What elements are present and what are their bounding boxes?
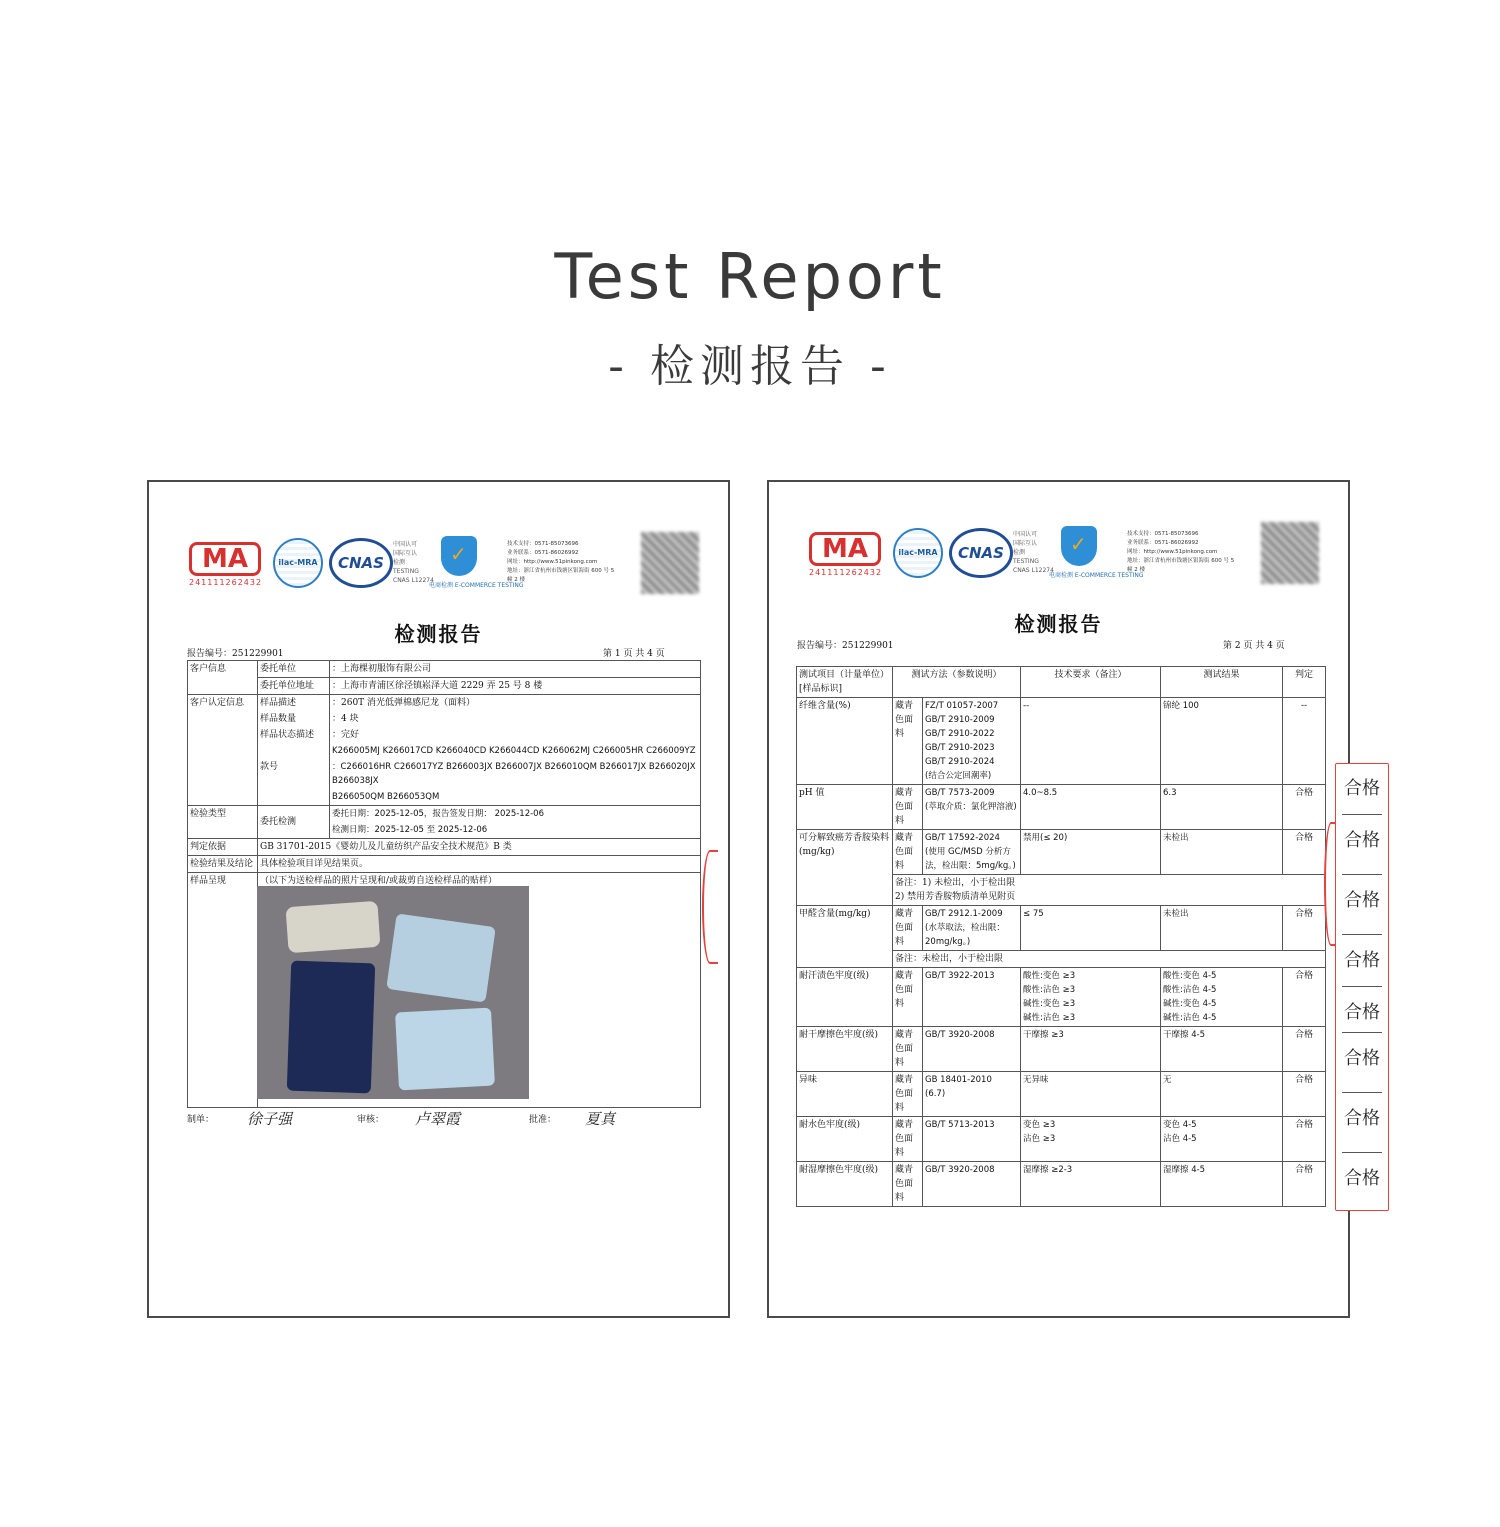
doc-title: 检测报告 (1014, 612, 1103, 636)
qr-code (1261, 522, 1319, 584)
verdict-cell: 合格 (1283, 906, 1326, 951)
col-requirement: 技术要求（备注） (1021, 667, 1161, 698)
col-result: 测试结果 (1161, 667, 1283, 698)
item-cell: 耐干摩擦色牢度(级) (797, 1027, 893, 1072)
sample-tag-cell: 藏青色面料 (893, 698, 923, 785)
cert-logos (189, 532, 699, 602)
shield-label: 电商检测 E-COMMERCE TESTING (429, 582, 524, 589)
reviewer-signature: 卢翠霞 (415, 1110, 461, 1128)
method-cell: GB/T 3922-2013 (923, 968, 1021, 1027)
note-cell: 备注：1) 未检出，小于检出限 2) 禁用芳香胺物质清单见附页 (893, 875, 1326, 906)
ma-logo: MA 241111262432 (189, 544, 263, 587)
contact-info: 技术支持：0571-85073696 业务联系：0571-86026992 网址：http://www.51pinkong.com 地址：浙江省杭州市钱塘区银海街 600 号 5 幢 2 楼 (1127, 531, 1235, 573)
shield-icon (1061, 526, 1097, 566)
requirement-cell: 禁用(≤ 20) (1021, 830, 1161, 875)
qr-code (641, 532, 699, 594)
results-table (796, 666, 1326, 1207)
item-cell: 甲醛含量(mg/kg) (797, 906, 893, 951)
page-number: 第 1 页 共 4 页 (603, 649, 665, 659)
pass-label: 合格 (1344, 950, 1380, 971)
divider (1342, 934, 1382, 935)
cnas-logo: CNAS (949, 528, 1013, 578)
note-row (797, 875, 1326, 906)
verdict-cell: 合格 (1283, 830, 1326, 875)
fabric-navy (287, 961, 375, 1094)
pass-label-strip (1335, 763, 1389, 1211)
page-title: Test Report (554, 240, 946, 313)
result-cell: 锦纶 100 (1161, 698, 1283, 785)
result-row (797, 1162, 1326, 1207)
requirement-cell: 湿摩擦 ≥2-3 (1021, 1162, 1161, 1207)
divider (1342, 986, 1382, 987)
shield-icon (441, 536, 477, 576)
sample-tag-cell: 藏青色面料 (893, 1072, 923, 1117)
requirement-cell: 酸性:变色 ≥3 酸性:沾色 ≥3 碱性:变色 ≥3 碱性:沾色 ≥3 (1021, 968, 1161, 1027)
ilac-logo: ilac-MRA (893, 528, 943, 578)
report-number: 报告编号：251229901 (187, 649, 284, 659)
pass-label: 合格 (1344, 1002, 1380, 1023)
maker-signature: 徐子强 (247, 1110, 293, 1128)
result-row (797, 830, 1326, 875)
col-verdict: 判定 (1283, 667, 1326, 698)
pass-label: 合格 (1344, 1168, 1380, 1189)
result-row (797, 698, 1326, 785)
pass-label: 合格 (1344, 1048, 1380, 1069)
method-cell: GB/T 3920-2008 (923, 1162, 1021, 1207)
info-table: 客户信息 委托单位 ：上海棵初服饰有限公司 委托单位地址 ：上海市青浦区徐泾镇崧泽大道 2229 弄 25 号 8 楼 客户认定信息 样品描述 ：260T 消光低弹棉感尼龙（面料） 样品数量 ：4 块 样品状态描述 ：完好 K266005MJ K266017CD K266040CD K266044CD K266062MJ C266005HR C266009YZ 款号 ：C266016HR C266017YZ B266003JX B266007JX B266010QM B266017JX B266020JX B266038JX B266050QM B266053QM 检验类型 委托检测 委托日期：2025-12-05，报告签发日期： 2025-12-06 检测日期：2025-12-05 至 2025-12-06 判定依据 GB 31701-2015《婴幼儿及儿童纺织产品安全技术规范》B 类 检验结果及结论 具体检验项目详见结果页。 样品呈现 （以下为送检样品的照片呈现和/或裁剪自送检样品的贴样） (187, 660, 701, 1108)
result-row (797, 906, 1326, 951)
page-number: 第 2 页 共 4 页 (1223, 641, 1285, 651)
item-cell: 异味 (797, 1072, 893, 1117)
result-row (797, 1117, 1326, 1162)
result-cell: 变色 4-5 沾色 4-5 (1161, 1117, 1283, 1162)
result-cell: 未检出 (1161, 906, 1283, 951)
divider (1342, 1152, 1382, 1153)
verdict-cell: 合格 (1283, 1072, 1326, 1117)
red-stamp-edge (702, 850, 718, 964)
col-item: 测试项目（计量单位）[样品标识] (797, 667, 893, 698)
report-page-1 (147, 480, 730, 1318)
result-cell: 干摩擦 4-5 (1161, 1027, 1283, 1072)
result-row (797, 1072, 1326, 1117)
maker-label: 制单： (187, 1115, 215, 1125)
item-cell: 耐汗渍色牢度(级) (797, 968, 893, 1027)
sample-tag-cell: 藏青色面料 (893, 830, 923, 875)
requirement-cell: 变色 ≥3 沾色 ≥3 (1021, 1117, 1161, 1162)
method-cell: GB/T 5713-2013 (923, 1117, 1021, 1162)
item-cell: 耐水色牢度(级) (797, 1117, 893, 1162)
doc-title: 检测报告 (394, 622, 483, 646)
verdict-cell: 合格 (1283, 1027, 1326, 1072)
item-cell: pH 值 (797, 785, 893, 830)
divider (1342, 1092, 1382, 1093)
reviewer-label: 审核： (357, 1115, 385, 1125)
verdict-cell: 合格 (1283, 785, 1326, 830)
sample-tag-cell: 藏青色面料 (893, 785, 923, 830)
page-subtitle: - 检测报告 - (608, 341, 892, 392)
cert-text: 中国认可 国际互认 检测 TESTING CNAS L12274 (393, 541, 434, 584)
sample-tag-cell: 藏青色面料 (893, 968, 923, 1027)
item-cell: 耐湿摩擦色牢度(级) (797, 1162, 893, 1207)
note-row (797, 951, 1326, 968)
verdict-cell: 合格 (1283, 968, 1326, 1027)
requirement-cell: ≤ 75 (1021, 906, 1161, 951)
pass-label: 合格 (1344, 778, 1380, 799)
sample-tag-cell: 藏青色面料 (893, 1162, 923, 1207)
ilac-logo: ilac-MRA (273, 538, 323, 588)
item-cell: 可分解致癌芳香胺染料(mg/kg) (797, 830, 893, 875)
approver-label: 批准： (529, 1115, 557, 1125)
result-cell: 未检出 (1161, 830, 1283, 875)
result-cell: 湿摩擦 4-5 (1161, 1162, 1283, 1207)
sample-tag-cell: 藏青色面料 (893, 1117, 923, 1162)
divider (1342, 814, 1382, 815)
fabric-light-blue (386, 913, 496, 1002)
method-cell: GB/T 17592-2024 (使用 GC/MSD 分析方法，检出限：5mg/kg。) (923, 830, 1021, 875)
method-cell: FZ/T 01057-2007 GB/T 2910-2009 GB/T 2910-2022 GB/T 2910-2023 GB/T 2910-2024 (结合公定回潮率) (923, 698, 1021, 785)
requirement-cell: 无异味 (1021, 1072, 1161, 1117)
result-row (797, 1027, 1326, 1072)
requirement-cell: 4.0~8.5 (1021, 785, 1161, 830)
requirement-cell: 干摩擦 ≥3 (1021, 1027, 1161, 1072)
sample-photo (257, 886, 529, 1099)
verdict-cell: 合格 (1283, 1162, 1326, 1207)
ma-logo: MA 241111262432 (809, 534, 883, 577)
divider (1342, 874, 1382, 875)
report-number: 报告编号：251229901 (797, 641, 894, 651)
fabric-beige (286, 901, 381, 953)
verdict-cell: 合格 (1283, 1117, 1326, 1162)
sample-tag-cell: 藏青色面料 (893, 906, 923, 951)
cnas-logo: CNAS (329, 538, 393, 588)
shield-label: 电商检测 E-COMMERCE TESTING (1049, 572, 1144, 579)
contact-info: 技术支持：0571-85073696 业务联系：0571-86026992 网址：http://www.51pinkong.com 地址：浙江省杭州市钱塘区银海街 600 号 5 幢 2 楼 (507, 541, 615, 583)
result-cell: 酸性:变色 4-5 酸性:沾色 4-5 碱性:变色 4-5 碱性:沾色 4-5 (1161, 968, 1283, 1027)
method-cell: GB/T 3920-2008 (923, 1027, 1021, 1072)
method-cell: GB/T 2912.1-2009 (水萃取法，检出限：20mg/kg。) (923, 906, 1021, 951)
result-cell: 6.3 (1161, 785, 1283, 830)
note-cell: 备注：未检出，小于检出限 (893, 951, 1326, 968)
item-cell: 纤维含量(%) (797, 698, 893, 785)
pass-label: 合格 (1344, 1108, 1380, 1129)
pass-label: 合格 (1344, 890, 1380, 911)
method-cell: GB/T 7573-2009 (萃取介质：氯化钾溶液) (923, 785, 1021, 830)
verdict-cell: -- (1283, 698, 1326, 785)
requirement-cell: -- (1021, 698, 1161, 785)
cert-logos (809, 522, 1319, 592)
divider (1342, 1032, 1382, 1033)
col-method: 测试方法（参数说明） (893, 667, 1021, 698)
fabric-pale-blue (395, 1008, 495, 1091)
report-page-2 (767, 480, 1350, 1318)
pass-label: 合格 (1344, 830, 1380, 851)
method-cell: GB 18401-2010 (6.7) (923, 1072, 1021, 1117)
result-cell: 无 (1161, 1072, 1283, 1117)
cert-text: 中国认可 国际互认 检测 TESTING CNAS L12274 (1013, 531, 1054, 574)
approver-signature: 夏真 (585, 1110, 616, 1128)
sample-tag-cell: 藏青色面料 (893, 1027, 923, 1072)
result-row (797, 785, 1326, 830)
result-row (797, 968, 1326, 1027)
